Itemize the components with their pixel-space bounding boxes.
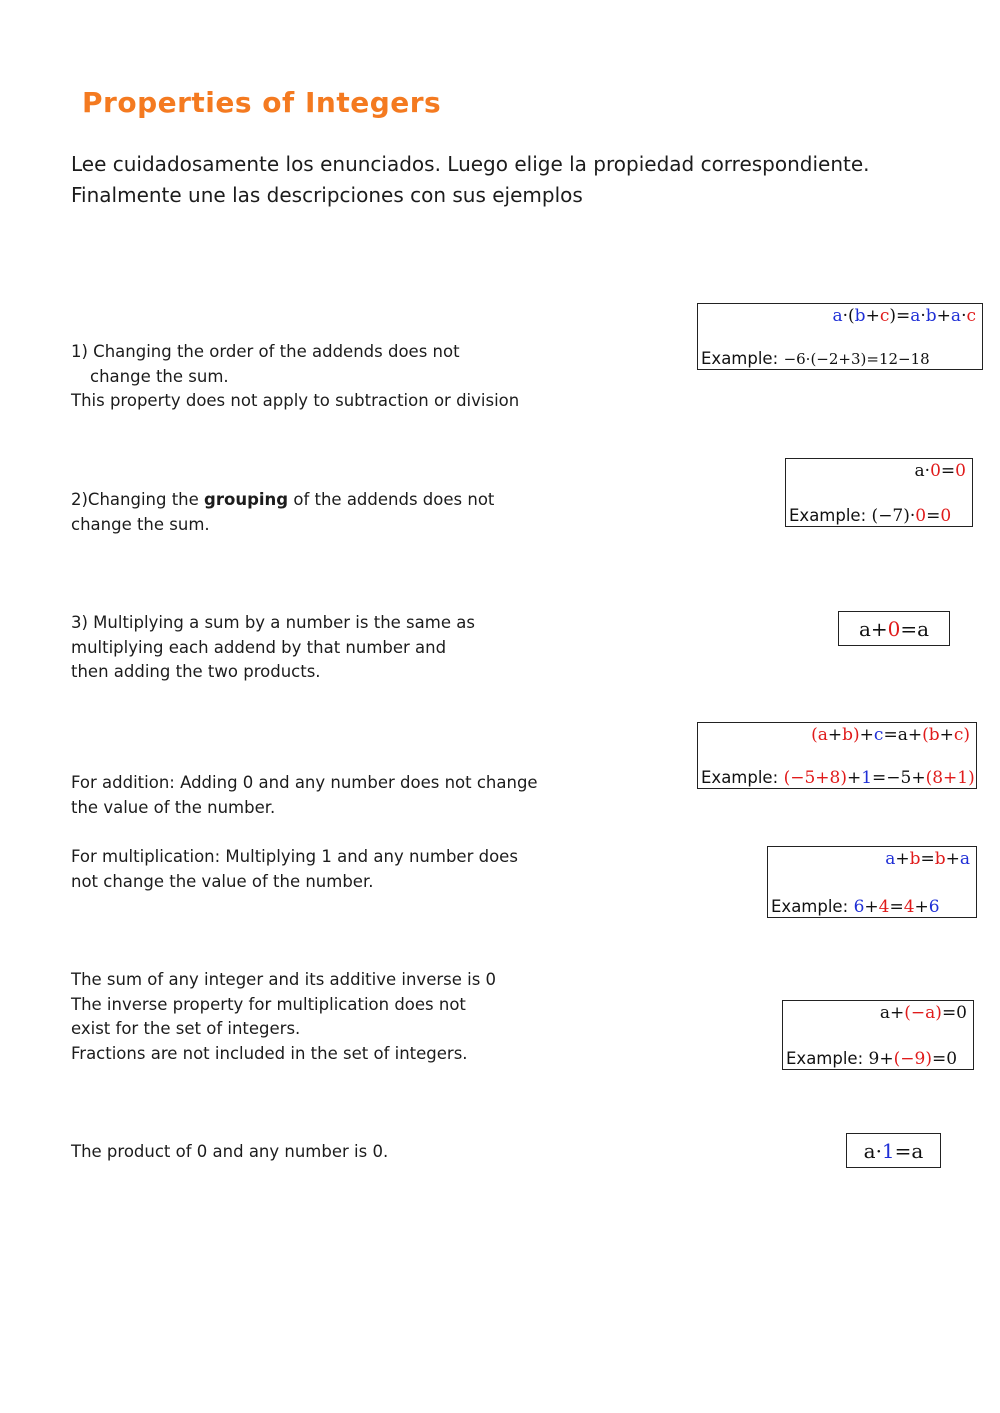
example-box-associative[interactable] (697, 722, 977, 789)
example-label: Example: (771, 897, 849, 916)
formula-additive-inverse: a+(−a)=0 (879, 1003, 967, 1023)
description-1-line-1: 1) Changing the order of the addends does not (71, 342, 460, 361)
example-associative: Example: (−5+8)+1=−5+(8+1) (701, 768, 975, 788)
instructions-line-2: Finalmente une las descripciones con sus ejemplos (71, 183, 583, 207)
example-label: Example: (701, 768, 779, 787)
instructions-line-1: Lee cuidadosamente los enunciados. Luego elige la propiedad correspondiente. (71, 152, 870, 176)
example-label: Example: (701, 349, 779, 368)
description-3[interactable] (71, 611, 591, 685)
example-box-additive-inverse[interactable] (782, 1000, 974, 1070)
example-box-multiplicative-identity[interactable] (846, 1133, 941, 1168)
example-box-distributive[interactable] (697, 303, 983, 370)
page-title: Properties of Integers (82, 86, 442, 119)
formula-additive-identity: a+0=a (858, 616, 930, 641)
description-2-line-2: change the sum. (71, 514, 210, 534)
formula-associative: (a+b)+c=a+(b+c) (811, 725, 970, 745)
description-2-line-1 (71, 488, 591, 513)
example-zero-product: Example: (−7)·0=0 (789, 506, 952, 526)
formula-distributive: a·(b+c)=a·b+a·c (832, 306, 976, 326)
description-1[interactable] (71, 340, 591, 414)
description-6[interactable] (71, 968, 591, 1066)
example-distributive: Example: −6·(−2+3)=12−18 (701, 349, 930, 368)
description-5-line-2: not change the value of the number. (71, 871, 374, 891)
example-additive-inverse: Example: 9+(−9)=0 (786, 1049, 958, 1069)
description-3-line-1: 3) Multiplying a sum by a number is the same as (71, 613, 475, 632)
example-commutative: Example: 6+4=4+6 (771, 897, 940, 917)
description-4-line-1: For addition: Adding 0 and any number does not change (71, 773, 538, 792)
description-3-line-2: multiplying each addend by that number and (71, 637, 447, 657)
description-4[interactable] (71, 771, 591, 820)
formula-zero-product: a·0=0 (914, 461, 966, 481)
example-box-zero-product[interactable] (785, 458, 973, 527)
description-4-line-2: the value of the number. (71, 797, 276, 817)
description-6-line-1: The sum of any integer and its additive inverse is 0 (71, 970, 497, 989)
formula-commutative: a+b=b+a (885, 849, 970, 869)
description-6-line-4: Fractions are not included in the set of integers. (71, 1043, 468, 1063)
description-7-line-1: The product of 0 and any number is 0. (71, 1142, 389, 1161)
description-3-line-3: then adding the two products. (71, 662, 321, 681)
example-label: Example: (789, 506, 867, 525)
formula-multiplicative-identity: a·1=a (863, 1138, 924, 1163)
description-2-prefix: 2)Changing the (71, 490, 205, 509)
description-7[interactable] (71, 1140, 591, 1165)
example-box-additive-identity[interactable] (838, 611, 950, 646)
description-2[interactable] (71, 488, 591, 537)
description-1-line-3: This property does not apply to subtraction or division (71, 391, 520, 410)
description-1-line-2: change the sum. (90, 366, 229, 386)
description-2-bold: grouping (204, 490, 289, 509)
description-6-line-2: The inverse property for multiplication does not (71, 994, 466, 1014)
example-label: Example: (786, 1049, 864, 1068)
description-6-line-3: exist for the set of integers. (71, 1019, 301, 1038)
description-5-line-1: For multiplication: Multiplying 1 and any number does (71, 847, 518, 866)
description-2-suffix: of the addends does not (288, 490, 495, 509)
instructions (71, 149, 951, 211)
description-5[interactable] (71, 845, 591, 894)
example-box-commutative[interactable] (767, 846, 977, 918)
